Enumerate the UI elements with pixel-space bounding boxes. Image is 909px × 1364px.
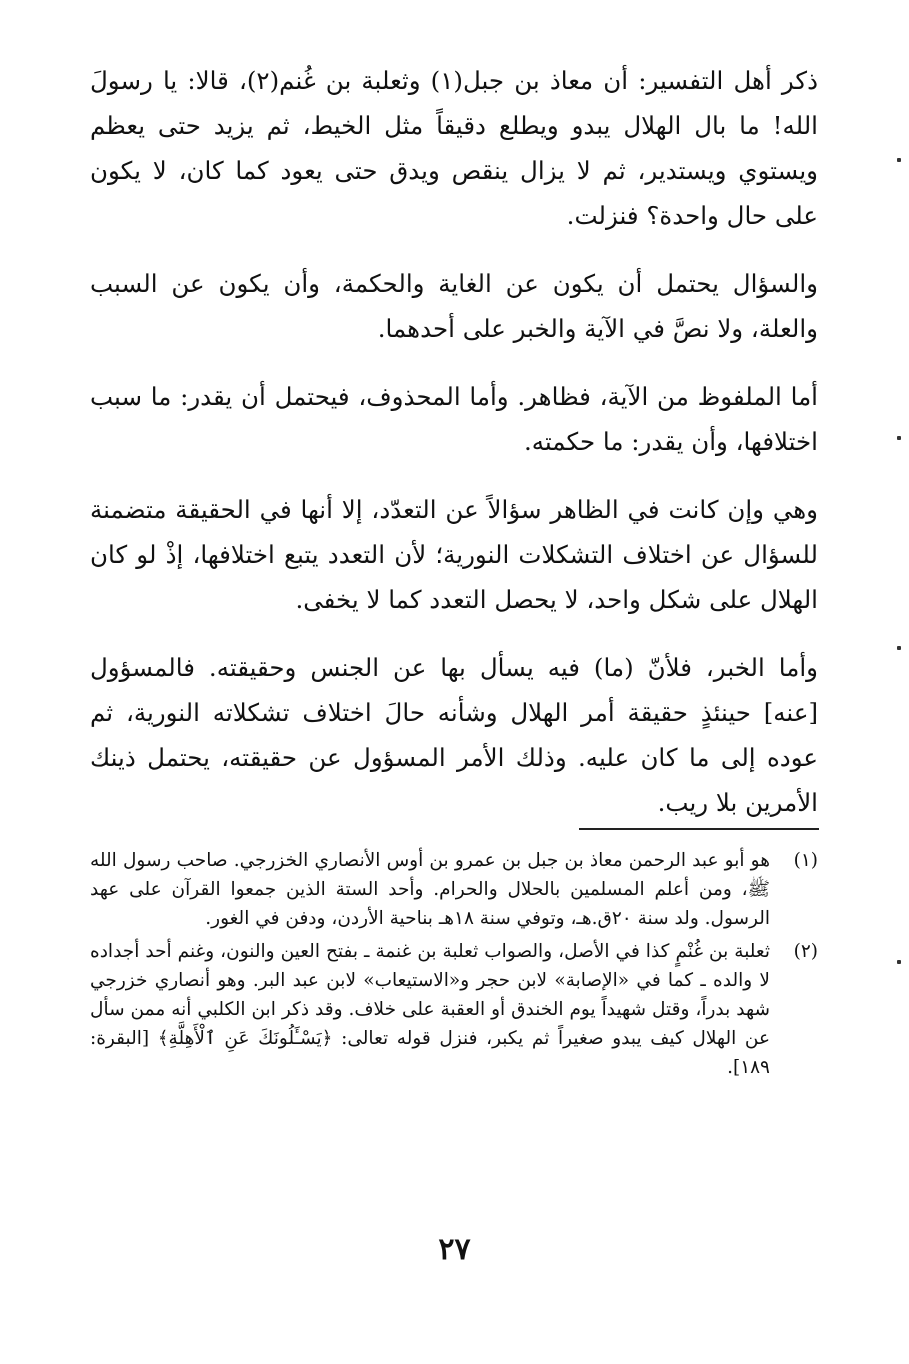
footnote-item	[90, 846, 818, 933]
footnote-text: هو أبو عبد الرحمن معاذ بن جبل بن عمرو بن أوس الأنصاري الخزرجي. صاحب رسول الله ﷺ، ومن أعلم المسلمين بالحلال والحرام. وأحد الستة الذين جمعوا القرآن على عهد الرسول. ولد سنة ٢٠ق.هـ، وتوفي سنة ١٨هـ بناحية الأردن، ودفن في الغور.	[90, 850, 770, 929]
paragraph: وأما الخبر، فلأنّ (ما) فيه يسأل بها عن الجنس وحقيقته. فالمسؤول [عنه] حينئذٍ حقيقة أمر الهلال وشأنه حالَ اختلاف تشكلاته النورية، ثم عوده إلى ما كان عليه. وذلك الأمر المسؤول عن حقيقته، يحتمل ذينك الأمرين بلا ريب.	[90, 653, 818, 817]
paragraph: أما الملفوظ من الآية، فظاهر. وأما المحذوف، فيحتمل أن يقدر: ما سبب اختلافها، وأن يقدر: ما حكمته.	[90, 382, 818, 456]
footnote-item	[90, 937, 818, 1082]
main-text	[90, 58, 818, 848]
paragraph: ذكر أهل التفسير: أن معاذ بن جبل(١) وثعلبة بن غُنم(٢)، قالا: يا رسولَ الله! ما بال الهلال يبدو ويطلع دقيقاً مثل الخيط، ثم يزيد حتى يعظم ويستوي ويستدير، ثم لا يزال ينقص ويدق حتى يعود كما كان، لا يكون على حال واحدة؟ فنزلت.	[90, 66, 818, 230]
footnote-number: (٢)	[793, 941, 818, 962]
paragraph: وهي وإن كانت في الظاهر سؤالاً عن التعدّد، إلا أنها في الحقيقة متضمنة للسؤال عن اختلاف التشكلات النورية؛ لأن التعدد يتبع اختلافها، إذْ لو كان الهلال على شكل واحد، لا يحصل التعدد كما لا يخفى.	[90, 495, 818, 614]
scan-mark	[897, 646, 901, 650]
footnotes	[90, 846, 818, 1086]
footnote-number: (١)	[793, 850, 818, 871]
footnote-separator	[579, 828, 819, 830]
paragraph: والسؤال يحتمل أن يكون عن الغاية والحكمة، وأن يكون عن السبب والعلة، ولا نصَّ في الآية والخبر على أحدهما.	[90, 269, 818, 343]
scan-mark	[897, 960, 901, 964]
scan-mark	[897, 436, 901, 440]
scan-mark	[897, 158, 901, 162]
footnote-text: ثعلبة بن غُنْمٍ كذا في الأصل، والصواب ثعلبة بن غنمة ـ بفتح العين والنون، وغنم أحد أجداده لا والده ـ كما في «الإصابة» لابن حجر و«الاستيعاب» لابن عبد البر. وهو أنصاري خزرجي شهد بدراً، وقتل شهيداً يوم الخندق أو العقبة على خلاف. وقد ذكر ابن الكلبي أنه ممن سأل عن الهلال كيف يبدو صغيراً ثم يكبر، فنزل قوله تعالى: ﴿يَسْـَٔلُونَكَ عَنِ ٱلْأَهِلَّةِ﴾ [البقرة: ١٨٩].	[90, 941, 770, 1078]
page-number: ٢٧	[438, 1232, 471, 1267]
